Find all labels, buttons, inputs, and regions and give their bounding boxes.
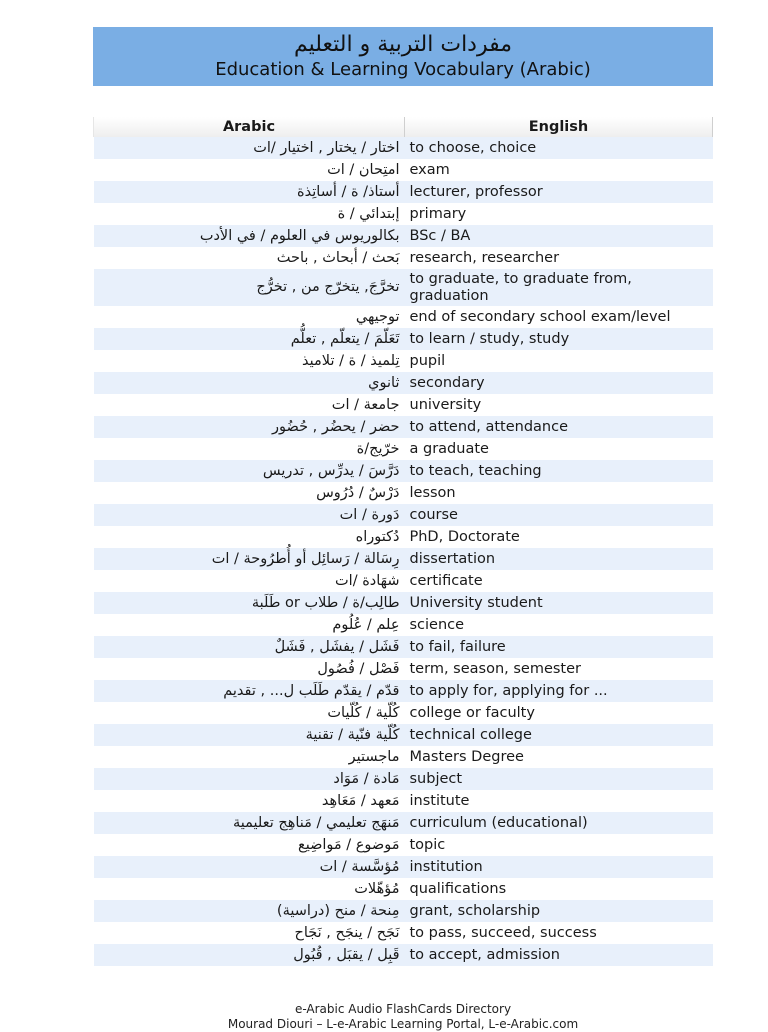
english-translation: lesson xyxy=(405,482,713,504)
english-translation: to graduate, to graduate from, graduation xyxy=(405,269,713,306)
table-row xyxy=(94,790,713,812)
english-translation: science xyxy=(405,614,713,636)
table-row xyxy=(94,372,713,394)
english-translation: BSc / BA xyxy=(405,225,713,247)
arabic-term: امتِحان / ات xyxy=(94,159,405,181)
arabic-term: بكالوريوس في العلوم / في الأدب xyxy=(94,225,405,247)
table-row xyxy=(94,680,713,702)
footer xyxy=(93,1002,713,1032)
arabic-term: عِلم / عُلُوم xyxy=(94,614,405,636)
english-translation: PhD, Doctorate xyxy=(405,526,713,548)
arabic-term: مَنهَج تعليمي / مَناهِج تعليمية xyxy=(94,812,405,834)
arabic-term: مِنحة / منح (دراسية) xyxy=(94,900,405,922)
table-row xyxy=(94,482,713,504)
column-header-arabic: Arabic xyxy=(94,117,405,137)
table-row xyxy=(94,834,713,856)
table-row xyxy=(94,460,713,482)
arabic-term: خرّيج/ة xyxy=(94,438,405,460)
title-banner xyxy=(93,27,713,86)
arabic-term: مَادة / مَوَاد xyxy=(94,768,405,790)
table-row xyxy=(94,658,713,680)
arabic-term: مَوضوع / مَواضِيع xyxy=(94,834,405,856)
english-translation: technical college xyxy=(405,724,713,746)
arabic-term: دُكتوراه xyxy=(94,526,405,548)
english-translation: institution xyxy=(405,856,713,878)
arabic-term: مُؤهّلات xyxy=(94,878,405,900)
english-translation: to attend, attendance xyxy=(405,416,713,438)
table-row xyxy=(94,181,713,203)
table-row xyxy=(94,856,713,878)
table-row xyxy=(94,504,713,526)
english-translation: curriculum (educational) xyxy=(405,812,713,834)
english-translation: qualifications xyxy=(405,878,713,900)
arabic-term: تَعَلّمَ / يتعلّم , تعلُّم xyxy=(94,328,405,350)
table-row xyxy=(94,548,713,570)
arabic-term: إبتدائي / ة xyxy=(94,203,405,225)
arabic-term: قدّم / يقدّم طَلَب ل... , تقديم xyxy=(94,680,405,702)
english-translation: University student xyxy=(405,592,713,614)
english-translation: university xyxy=(405,394,713,416)
english-translation: grant, scholarship xyxy=(405,900,713,922)
english-translation: subject xyxy=(405,768,713,790)
table-row xyxy=(94,812,713,834)
arabic-term: ثانوي xyxy=(94,372,405,394)
english-translation: to teach, teaching xyxy=(405,460,713,482)
english-translation: institute xyxy=(405,790,713,812)
table-row xyxy=(94,878,713,900)
page-title-english: Education & Learning Vocabulary (Arabic) xyxy=(215,59,591,80)
english-translation: topic xyxy=(405,834,713,856)
table-row xyxy=(94,900,713,922)
footer-line-1: e-Arabic Audio FlashCards Directory xyxy=(294,1002,512,1016)
english-translation: primary xyxy=(405,203,713,225)
table-body xyxy=(94,137,713,966)
table-row xyxy=(94,137,713,159)
table-row xyxy=(94,247,713,269)
table-row xyxy=(94,306,713,328)
arabic-term: بَحث / أبحاث , باحث xyxy=(94,247,405,269)
arabic-term: شهَادة /ات xyxy=(94,570,405,592)
table-row xyxy=(94,526,713,548)
english-translation: to choose, choice xyxy=(405,137,713,159)
table-row xyxy=(94,416,713,438)
arabic-term: دَورة / ات xyxy=(94,504,405,526)
english-translation: college or faculty xyxy=(405,702,713,724)
arabic-term: قَبِل / يقبَل , قُبُول xyxy=(94,944,405,966)
english-translation: research, researcher xyxy=(405,247,713,269)
arabic-term: حضر / يحضُر , حُضُور xyxy=(94,416,405,438)
english-translation: certificate xyxy=(405,570,713,592)
arabic-term: توجيهي xyxy=(94,306,405,328)
table-row xyxy=(94,269,713,306)
arabic-term: فَصْل / فُصُول xyxy=(94,658,405,680)
page-title-arabic: مفردات التربية و التعليم xyxy=(293,32,513,57)
table-row xyxy=(94,922,713,944)
english-translation: secondary xyxy=(405,372,713,394)
arabic-term: مَعهد / مَعَاهِد xyxy=(94,790,405,812)
table-header-row xyxy=(94,117,713,137)
english-translation: exam xyxy=(405,159,713,181)
arabic-term: ماجستير xyxy=(94,746,405,768)
vocabulary-table xyxy=(93,117,713,966)
table-row xyxy=(94,350,713,372)
arabic-term: دَرَّسَ / يدرِّس , تدريس xyxy=(94,460,405,482)
english-translation: pupil xyxy=(405,350,713,372)
english-translation: end of secondary school exam/level xyxy=(405,306,713,328)
arabic-term: جامعة / ات xyxy=(94,394,405,416)
english-translation: to fail, failure xyxy=(405,636,713,658)
english-translation: to learn / study, study xyxy=(405,328,713,350)
table-row xyxy=(94,614,713,636)
english-translation: course xyxy=(405,504,713,526)
arabic-term: دَرْسٌ / دُرُوس xyxy=(94,482,405,504)
table-row xyxy=(94,592,713,614)
arabic-term: فَشَل / يفشَل , فَشَلٌ xyxy=(94,636,405,658)
english-translation: dissertation xyxy=(405,548,713,570)
english-translation: Masters Degree xyxy=(405,746,713,768)
table-row xyxy=(94,570,713,592)
footer-line-2: Mourad Diouri – L-e-Arabic Learning Portal, L-e-Arabic.com xyxy=(227,1017,579,1031)
arabic-term: نَجَح / ينجَح , نَجَاح xyxy=(94,922,405,944)
english-translation: lecturer, professor xyxy=(405,181,713,203)
table-row xyxy=(94,944,713,966)
english-translation: to apply for, applying for ... xyxy=(405,680,713,702)
column-header-english: English xyxy=(405,117,713,137)
arabic-term: تخرَّجَ, يتخرّج من , تخرُّج xyxy=(94,269,405,306)
arabic-term: اختار / يختار , اختيار /ات xyxy=(94,137,405,159)
english-translation: term, season, semester xyxy=(405,658,713,680)
table-row xyxy=(94,159,713,181)
arabic-term: رِسَالة / رَسائِل أو أُطرُوحة / ات xyxy=(94,548,405,570)
table-row xyxy=(94,394,713,416)
arabic-term: كُلّية / كُلّيات xyxy=(94,702,405,724)
table-row xyxy=(94,438,713,460)
table-row xyxy=(94,768,713,790)
table-row xyxy=(94,702,713,724)
arabic-term: مُؤسَّسة / ات xyxy=(94,856,405,878)
arabic-term: تِلميذ / ة / تلاميذ xyxy=(94,350,405,372)
table-row xyxy=(94,746,713,768)
table-row xyxy=(94,328,713,350)
table-row xyxy=(94,724,713,746)
table-row xyxy=(94,636,713,658)
arabic-term: كُلّية فنّية / تقنية xyxy=(94,724,405,746)
table-row xyxy=(94,203,713,225)
arabic-term: أستاذ/ ة / أساتِذة xyxy=(94,181,405,203)
table-row xyxy=(94,225,713,247)
english-translation: to pass, succeed, success xyxy=(405,922,713,944)
english-translation: a graduate xyxy=(405,438,713,460)
english-translation: to accept, admission xyxy=(405,944,713,966)
arabic-term: طالِب/ة / طلاب or طَلَبة xyxy=(94,592,405,614)
